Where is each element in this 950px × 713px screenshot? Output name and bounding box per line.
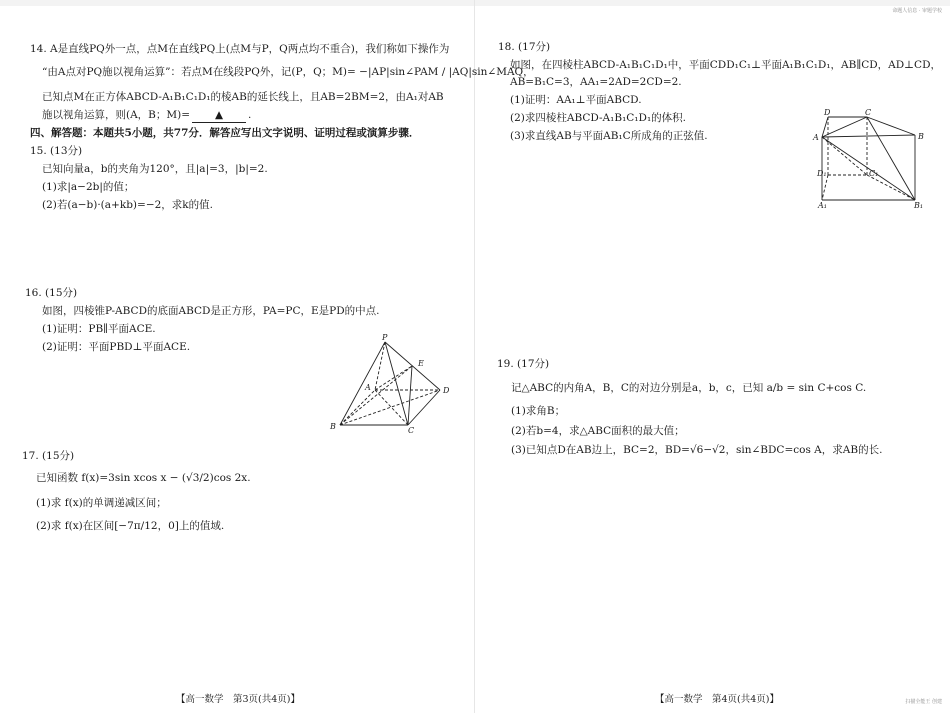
- q18-line5: (3)求直线AB与平面AB₁C所成角的正弦值.: [510, 130, 708, 142]
- header-tiny-note: 命题人信息 · 审题学校: [892, 8, 942, 14]
- q17-line3: (2)求 f(x)在区间[−7π/12，0]上的值域.: [36, 520, 225, 532]
- left-page-footer: 【高一数学 第3页(共4页)】: [176, 694, 301, 705]
- q16-line3: (2)证明：平面PBD⊥平面ACE.: [42, 341, 191, 353]
- q19-head: 19. (17分): [497, 358, 550, 370]
- q14-line3: 已知点M在正方体ABCD-A₁B₁C₁D₁的棱AB的延长线上，且AB=2BM=2，由A₁对AB: [42, 91, 444, 103]
- pyramid-figure: [330, 335, 450, 435]
- q19-line3: (2)若b=4，求△ABC面积的最大值；: [511, 425, 685, 437]
- q14-line1: 14. A是直线PQ外一点，点M在直线PQ上(点M与P，Q两点均不重合)，我们称如下操作为: [30, 43, 450, 55]
- q15-line1: 已知向量a，b的夹角为120°，且|a|=3，|b|=2.: [42, 163, 268, 175]
- label-e: E: [418, 359, 424, 368]
- label-a: A: [365, 383, 371, 392]
- q14-line2: “由A点对PQ施以视角运算”：若点M在线段PQ外，记(P，Q；M)= −|AP|sin∠PAM / |AQ|sin∠MAQ，: [42, 66, 534, 78]
- q17-head: 17. (15分): [22, 450, 75, 462]
- q14-line4-text: 施以视角运算，则(A，B；M)=: [42, 109, 191, 121]
- answer-blank: [192, 109, 246, 123]
- q18-line1: 如图，在四棱柱ABCD-A₁B₁C₁D₁中，平面CDD₁C₁⊥平面A₁B₁C₁D₁，AB∥CD，AD⊥CD，: [510, 59, 941, 71]
- q18-line2: AB=B₁C=3，AA₁=2AD=2CD=2.: [510, 76, 682, 88]
- label-c1: C₁: [869, 169, 879, 178]
- prism-figure: [813, 108, 930, 210]
- label-b: B: [918, 132, 924, 141]
- q16-line1: 如图，四棱锥P-ABCD的底面ABCD是正方形，PA=PC，E是PD的中点.: [42, 305, 380, 317]
- scanner-watermark: 扫描全能王 创建: [905, 699, 942, 705]
- triangle-mark-icon: ▲: [215, 109, 224, 121]
- q19-line1: 记△ABC的内角A，B，C的对边分别是a，b，c，已知 a/b = sin C+cos C.: [511, 382, 867, 394]
- right-page: [475, 0, 950, 713]
- q14-line4: [42, 109, 251, 123]
- q19-line2: (1)求角B；: [511, 405, 566, 417]
- q17-line1: 已知函数 f(x)=3sin xcos x − (√3/2)cos 2x.: [36, 472, 251, 484]
- label-b1: B₁: [914, 201, 924, 210]
- label-d: D: [443, 386, 450, 395]
- q18-head: 18. (17分): [498, 41, 551, 53]
- label-b: B: [330, 422, 336, 431]
- label-p: P: [382, 333, 388, 342]
- label-c: C: [865, 108, 872, 117]
- q17-line2: (1)求 f(x)的单调递减区间；: [36, 497, 167, 509]
- q16-line2: (1)证明：PB∥平面ACE.: [42, 323, 156, 335]
- label-d1: D₁: [817, 169, 827, 178]
- label-a: A: [813, 133, 819, 142]
- q15-head: 15. (13分): [30, 145, 83, 157]
- q15-line3: (2)若(a−b)·(a+kb)=−2，求k的值.: [42, 199, 213, 211]
- q19-line4: (3)已知点D在AB边上，BC=2，BD=√6−√2，sin∠BDC=cos A，求AB的长.: [511, 444, 883, 456]
- q15-line2: (1)求|a−2b|的值；: [42, 181, 135, 193]
- q14-line4-end: .: [248, 109, 252, 121]
- q16-head: 16. (15分): [25, 287, 78, 299]
- section-heading: 四、解答题：本题共5小题，共77分．解答应写出文字说明、证明过程或演算步骤．: [30, 127, 420, 139]
- q18-line3: (1)证明：AA₁⊥平面ABCD.: [510, 94, 642, 106]
- label-a1: A₁: [818, 201, 827, 210]
- label-c: C: [408, 426, 415, 435]
- label-d: D: [824, 108, 831, 117]
- right-page-footer: 【高一数学 第4页(共4页)】: [655, 694, 780, 705]
- q18-line4: (2)求四棱柱ABCD-A₁B₁C₁D₁的体积.: [510, 112, 686, 124]
